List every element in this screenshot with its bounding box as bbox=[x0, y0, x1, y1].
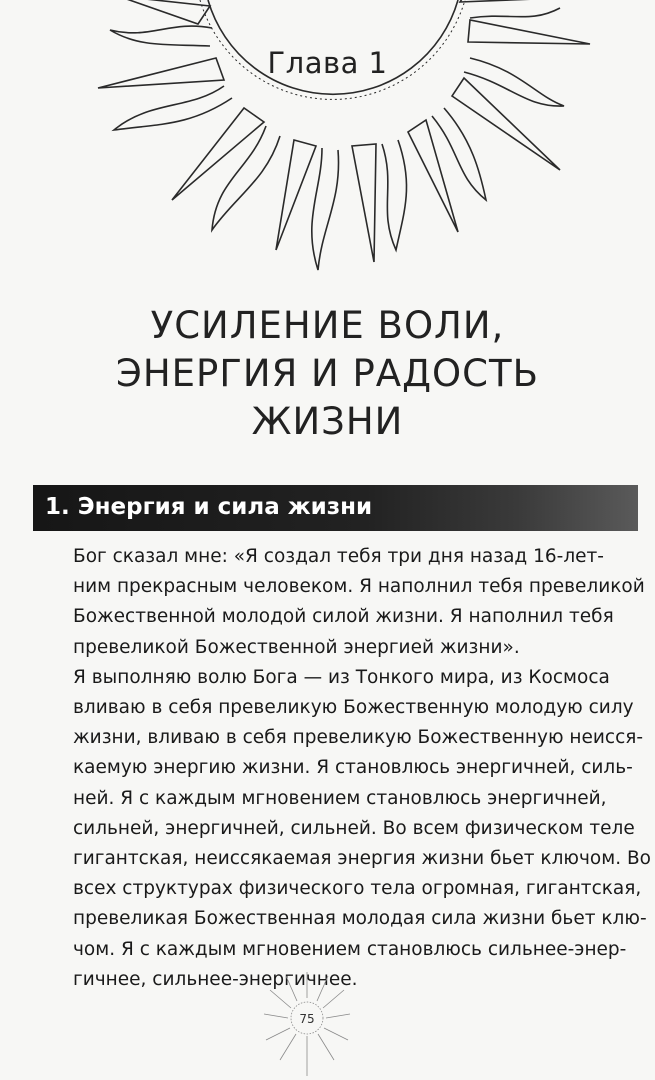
text-line: чом. Я с каждым мгновением становлюсь сильнее-энер- bbox=[73, 938, 627, 960]
text-line: превеликой Божественной энергией жизни». bbox=[73, 636, 520, 658]
text-line: жизни, вливаю в себя превеликую Божественную неисся- bbox=[73, 727, 644, 749]
text-line: всех структурах физического тела огромная, гигантская, bbox=[73, 878, 642, 900]
text-line: гигантская, неиссякаемая энергия жизни бьет ключом. Во bbox=[73, 848, 651, 870]
body-text bbox=[47, 542, 651, 995]
chapter-title-line: УСИЛЕНИЕ ВОЛИ, bbox=[150, 304, 505, 347]
sun-chapter-ornament bbox=[40, 0, 615, 290]
paragraph bbox=[47, 542, 645, 663]
text-line: ним прекрасным человеком. Я наполнил тебя превеликой bbox=[73, 576, 645, 598]
text-line: ней. Я с каждым мгновением становлюсь энергичней, bbox=[73, 787, 607, 809]
text-line: Бог сказал мне: «Я создал тебя три дня назад 16-лет- bbox=[73, 546, 604, 567]
text-line: каемую энергию жизни. Я становлюсь энергичней, силь- bbox=[73, 757, 633, 779]
section-heading: 1. Энергия и сила жизни bbox=[45, 494, 373, 520]
chapter-title-line: ЖИЗНИ bbox=[251, 400, 404, 443]
text-line: вливаю в себя превеликую Божественную молодую силу bbox=[73, 697, 634, 719]
page-number: 75 bbox=[299, 1012, 315, 1026]
chapter-title-line: ЭНЕРГИЯ И РАДОСТЬ bbox=[116, 352, 539, 395]
chapter-label: Глава 1 bbox=[267, 46, 388, 80]
text-line: Божественной молодой силой жизни. Я наполнил тебя bbox=[73, 606, 614, 628]
chapter-title bbox=[0, 302, 655, 446]
paragraph bbox=[47, 663, 651, 995]
text-line: Я выполняю волю Бога — из Тонкого мира, из Космоса bbox=[73, 666, 610, 688]
text-line: сильней, энергичней, сильней. Во всем физическом теле bbox=[73, 817, 635, 839]
text-line: превеликая Божественная молодая сила жизни бьет клю- bbox=[73, 908, 647, 930]
text-line: гичнее, сильнее-энергичнее. bbox=[73, 968, 358, 990]
section-heading-bar bbox=[33, 485, 638, 531]
